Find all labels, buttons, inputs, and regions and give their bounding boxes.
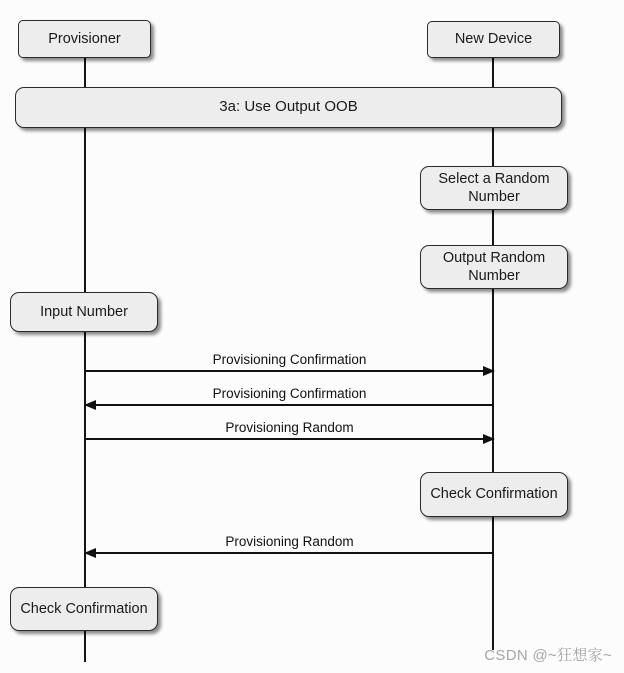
message-provisioning-confirmation-2 xyxy=(85,386,494,414)
arrowhead-right-icon xyxy=(483,366,495,376)
message-arrow-left xyxy=(85,402,494,414)
step-output-random-number-label: Output Random Number xyxy=(442,249,546,284)
arrow-line xyxy=(85,370,494,372)
step-output-random-number xyxy=(420,245,568,289)
actor-provisioner-label: Provisioner xyxy=(48,30,121,47)
message-label: Provisioning Confirmation xyxy=(212,352,367,367)
arrow-line xyxy=(85,552,494,554)
arrowhead-left-icon xyxy=(84,548,96,558)
arrow-line xyxy=(85,404,494,406)
actor-new-device xyxy=(427,21,560,58)
arrowhead-left-icon xyxy=(84,400,96,410)
message-arrow-right xyxy=(85,368,494,380)
step-band-label: 3a: Use Output OOB xyxy=(219,98,358,116)
step-check-confirmation-device xyxy=(420,472,568,517)
step-band-use-output-oob xyxy=(15,87,562,128)
message-label: Provisioning Random xyxy=(225,420,354,435)
arrow-line xyxy=(85,438,494,440)
message-provisioning-random-2 xyxy=(85,534,494,562)
step-input-number-label: Input Number xyxy=(40,303,128,320)
message-provisioning-random-1 xyxy=(85,420,494,448)
message-arrow-right xyxy=(85,436,494,448)
actor-provisioner xyxy=(18,20,151,58)
message-label: Provisioning Confirmation xyxy=(212,386,367,401)
step-check-confirmation-device-label: Check Confirmation xyxy=(430,486,558,503)
message-provisioning-confirmation-1 xyxy=(85,352,494,380)
step-input-number xyxy=(10,292,158,332)
step-check-confirmation-provisioner xyxy=(10,587,158,631)
actor-new-device-label: New Device xyxy=(454,31,533,48)
arrowhead-right-icon xyxy=(483,434,495,444)
step-select-random-number xyxy=(420,166,568,210)
message-label: Provisioning Random xyxy=(225,534,354,549)
watermark-text: CSDN @~狂想家~ xyxy=(484,647,612,664)
message-arrow-left xyxy=(85,550,494,562)
step-select-random-number-label: Select a Random Number xyxy=(438,170,550,205)
step-check-confirmation-provisioner-label: Check Confirmation xyxy=(20,600,148,617)
